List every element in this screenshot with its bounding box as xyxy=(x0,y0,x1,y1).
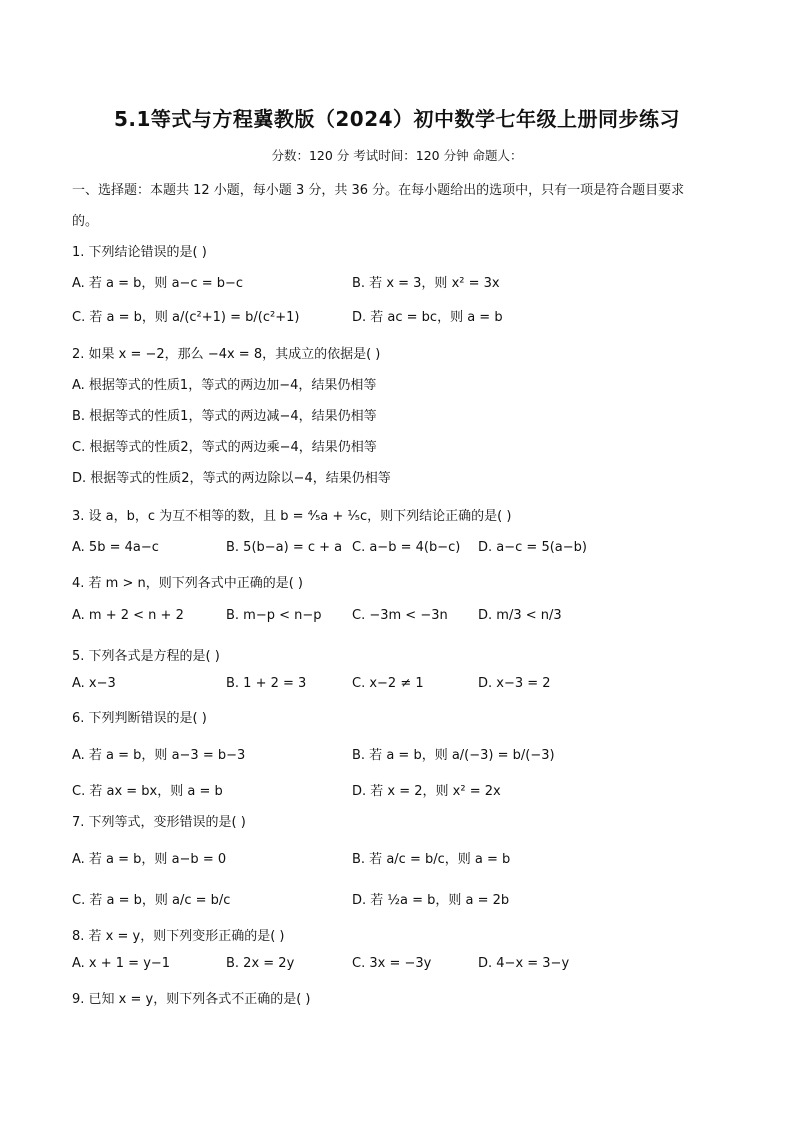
page-title: 5.1等式与方程冀教版（2024）初中数学七年级上册同步练习 xyxy=(113,107,681,131)
q7-option-b: B. 若 a/c = b/c，则 a = b xyxy=(352,852,511,867)
question-9-stem: 9. 已知 x = y，则下列各式不正确的是( ) xyxy=(72,992,311,1007)
q3-option-b: B. 5(b−a) = c + a xyxy=(226,540,343,555)
q1-option-c: C. 若 a = b，则 a/(c²+1) = b/(c²+1) xyxy=(72,310,300,325)
q7-option-a: A. 若 a = b，则 a−b = 0 xyxy=(72,852,227,867)
q6-option-d: D. 若 x = 2，则 x² = 2x xyxy=(352,784,501,799)
q6-option-a: A. 若 a = b，则 a−3 = b−3 xyxy=(72,748,246,763)
question-6-stem: 6. 下列判断错误的是( ) xyxy=(72,711,207,726)
q3-option-d: D. a−c = 5(a−b) xyxy=(478,540,587,555)
q4-option-d: D. m/3 < n/3 xyxy=(478,608,562,623)
question-3-stem: 3. 设 a，b，c 为互不相等的数，且 b = ⁴⁄₅a + ¹⁄₅c，则下列结论正确的是( ) xyxy=(72,509,512,524)
q4-option-a: A. m + 2 < n + 2 xyxy=(72,608,184,623)
q2-option-c: C. 根据等式的性质2，等式的两边乘−4，结果仍相等 xyxy=(72,440,377,455)
q3-option-a: A. 5b = 4a−c xyxy=(72,540,159,555)
q2-option-a: A. 根据等式的性质1，等式的两边加−4，结果仍相等 xyxy=(72,378,377,393)
q3-option-c: C. a−b = 4(b−c) xyxy=(352,540,461,555)
section-heading: 一、选择题：本题共 12 小题，每小题 3 分，共 36 分。在每小题给出的选项中，只有一项是符合题目要求 xyxy=(72,183,685,198)
question-5-stem: 5. 下列各式是方程的是( ) xyxy=(72,649,220,664)
question-2-stem: 2. 如果 x = −2，那么 −4x = 8，其成立的依据是( ) xyxy=(72,347,381,362)
question-1-stem: 1. 下列结论错误的是( ) xyxy=(72,245,207,260)
q8-option-d: D. 4−x = 3−y xyxy=(478,956,570,971)
question-4-stem: 4. 若 m > n，则下列各式中正确的是( ) xyxy=(72,576,304,591)
q2-option-b: B. 根据等式的性质1，等式的两边减−4，结果仍相等 xyxy=(72,409,377,424)
q2-option-d: D. 根据等式的性质2，等式的两边除以−4，结果仍相等 xyxy=(72,471,391,486)
q5-option-d: D. x−3 = 2 xyxy=(478,676,551,691)
q4-option-b: B. m−p < n−p xyxy=(226,608,322,623)
q5-option-c: C. x−2 ≠ 1 xyxy=(352,676,424,691)
q1-option-b: B. 若 x = 3，则 x² = 3x xyxy=(352,276,500,291)
q5-option-b: B. 1 + 2 = 3 xyxy=(226,676,307,691)
q7-option-c: C. 若 a = b，则 a/c = b/c xyxy=(72,893,231,908)
q5-option-a: A. x−3 xyxy=(72,676,116,691)
q7-option-d: D. 若 ½a = b，则 a = 2b xyxy=(352,893,510,908)
question-8-stem: 8. 若 x = y，则下列变形正确的是( ) xyxy=(72,929,285,944)
q6-option-c: C. 若 ax = bx，则 a = b xyxy=(72,784,223,799)
section-heading-cont: 的。 xyxy=(72,214,99,229)
q8-option-c: C. 3x = −3y xyxy=(352,956,432,971)
q6-option-b: B. 若 a = b，则 a/(−3) = b/(−3) xyxy=(352,748,555,763)
question-7-stem: 7. 下列等式，变形错误的是( ) xyxy=(72,815,246,830)
q1-option-d: D. 若 ac = bc，则 a = b xyxy=(352,310,503,325)
q8-option-a: A. x + 1 = y−1 xyxy=(72,956,171,971)
exam-info: 分数：120 分 考试时间：120 分钟 命题人： xyxy=(271,148,523,163)
q4-option-c: C. −3m < −3n xyxy=(352,608,448,623)
q1-option-a: A. 若 a = b，则 a−c = b−c xyxy=(72,276,244,291)
q8-option-b: B. 2x = 2y xyxy=(226,956,295,971)
